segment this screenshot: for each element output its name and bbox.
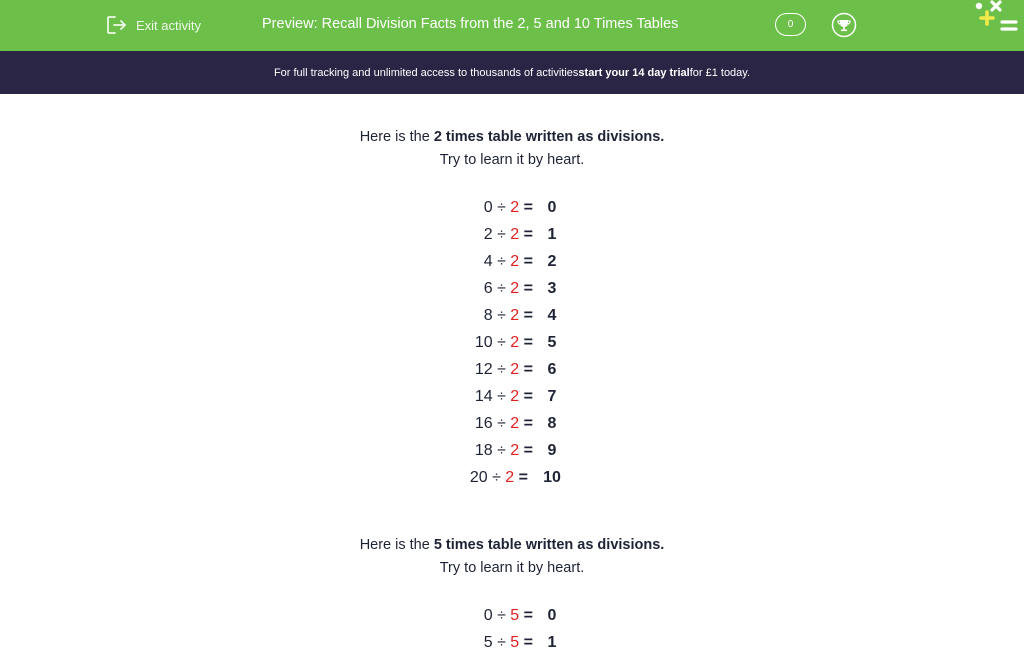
division-equation: 18 ÷ 2 = [474,442,533,459]
exit-activity-button[interactable] [106,14,201,36]
division-answer: 0 [547,199,557,216]
division-answer: 5 [547,334,557,351]
division-equation: 0 ÷ 2 = [483,199,533,216]
exit-icon [106,15,128,35]
division-equation: 6 ÷ 2 = [483,280,533,297]
division-equation: 14 ÷ 2 = [474,388,533,405]
banner-trial-link[interactable]: start your 14 day trial [578,66,690,79]
division-answer: 1 [547,226,557,243]
brand-logo [972,0,1024,40]
intro-line-1: Here is the 2 times table written as divisions. [359,129,665,145]
top-header [0,0,1024,51]
activity-content [0,95,1024,651]
division-equation: 20 ÷ 2 = [469,469,528,486]
trophy-icon[interactable] [831,12,857,38]
division-answer: 9 [547,442,557,459]
intro-line-1: Here is the 5 times table written as divisions. [359,537,665,553]
division-equation: 16 ÷ 2 = [474,415,533,432]
division-fact-row [0,410,1024,437]
division-fact-row [0,629,1024,656]
division-fact-row [0,602,1024,629]
division-fact-row [0,302,1024,329]
times-table-section [0,126,1024,491]
division-equation: 8 ÷ 2 = [483,307,533,324]
division-equation: 12 ÷ 2 = [474,361,533,378]
division-equation: 4 ÷ 2 = [483,253,533,270]
division-answer: 0 [547,607,557,624]
division-answer: 6 [547,361,557,378]
banner-text-end: for £1 today. [689,66,751,79]
division-equation: 2 ÷ 2 = [483,226,533,243]
division-fact-row [0,356,1024,383]
division-answer: 8 [547,415,557,432]
division-fact-row [0,464,1024,491]
division-fact-row [0,383,1024,410]
division-answer: 10 [543,469,561,486]
times-table-section [0,534,1024,656]
division-fact-row [0,194,1024,221]
activity-title: Preview: Recall Division Facts from the 2, 5 and 10 Times Tables [262,16,679,32]
division-fact-row [0,248,1024,275]
division-answer: 7 [547,388,557,405]
division-facts-list [0,194,1024,491]
trial-banner [0,51,1024,94]
division-answer: 1 [547,634,557,651]
division-fact-row [0,275,1024,302]
division-fact-row [0,437,1024,464]
banner-text-start: For full tracking and unlimited access to thousands of activities [273,66,579,79]
division-fact-row [0,329,1024,356]
intro-line-2: Try to learn it by heart. [439,152,585,168]
exit-activity-label: Exit activity [136,17,202,33]
division-fact-row [0,221,1024,248]
division-equation: 10 ÷ 2 = [474,334,533,351]
section-intro [0,534,1024,580]
division-equation: 0 ÷ 5 = [483,607,533,624]
division-facts-list [0,602,1024,656]
division-answer: 2 [547,253,557,270]
section-intro [0,126,1024,172]
division-answer: 4 [547,307,557,324]
intro-line-2: Try to learn it by heart. [439,560,585,576]
score-badge: 0 [775,13,806,36]
division-equation: 5 ÷ 5 = [483,634,533,651]
division-answer: 3 [547,280,557,297]
